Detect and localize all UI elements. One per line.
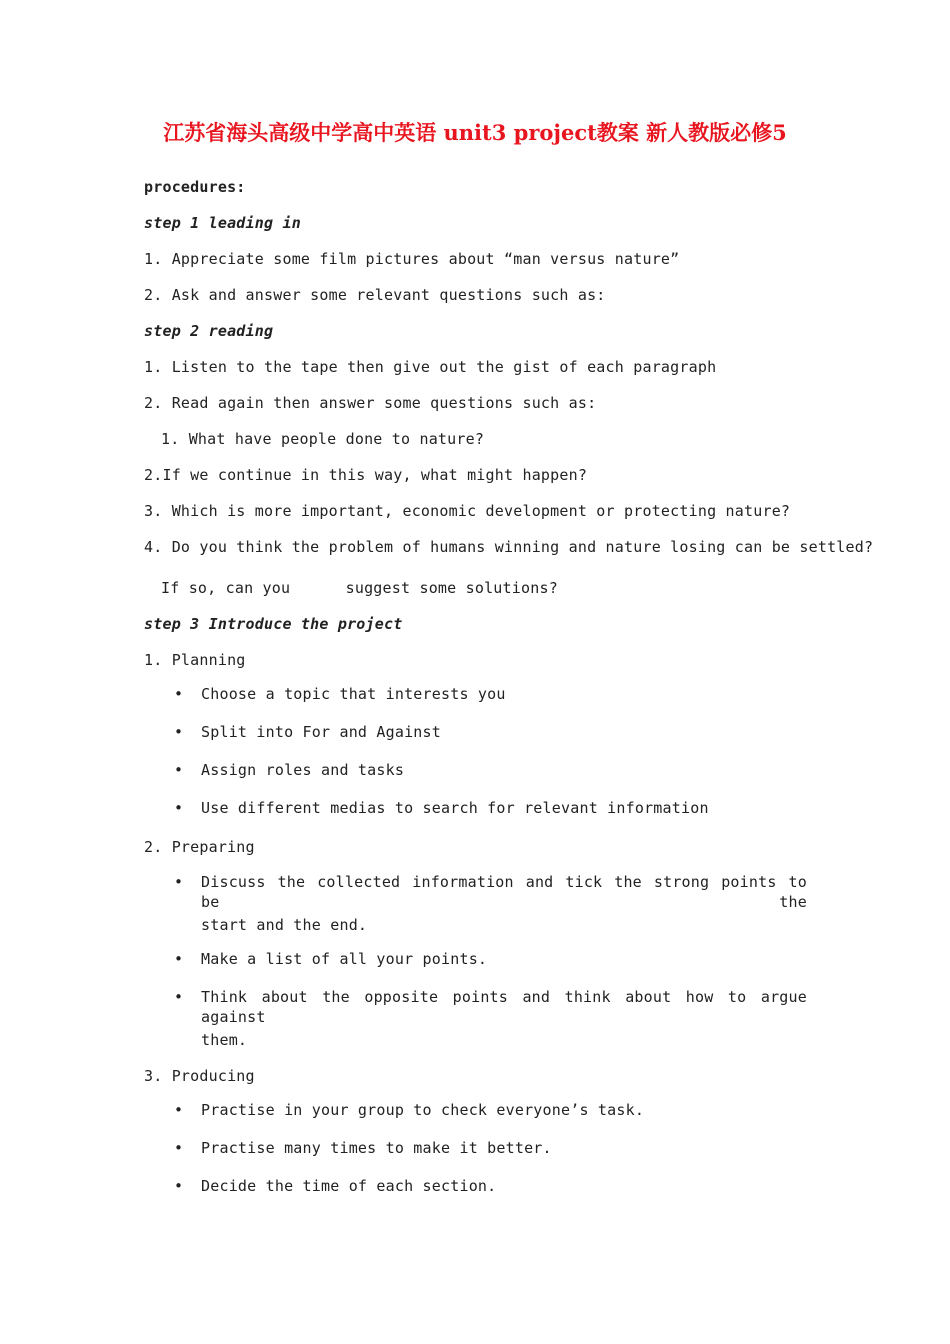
step2-question-4-continued: If so, can you suggest some solutions? (161, 579, 558, 597)
bullet-icon: • (174, 723, 184, 741)
step2-item-2: 2. Read again then answer some questions such as: (144, 394, 597, 412)
document-title: 江苏省海头高级中学高中英语 unit3 project教案 新人教版必修5 (163, 120, 787, 145)
planning-bullet-4: Use different medias to search for relevant information (201, 799, 709, 817)
preparing-bullet-1-line-1: Discuss the collected information and tick the strong points to be the (201, 873, 807, 911)
planning-label: 1. Planning (144, 651, 246, 669)
step1-item-1: 1. Appreciate some film pictures about “man versus nature” (144, 250, 680, 268)
bullet-icon: • (174, 799, 184, 817)
planning-bullet-1: Choose a topic that interests you (201, 685, 506, 703)
step1-item-2: 2. Ask and answer some relevant questions such as: (144, 286, 606, 304)
preparing-bullet-2: Make a list of all your points. (201, 950, 488, 968)
step2-heading: step 2 reading (144, 322, 274, 340)
bullet-icon: • (174, 873, 184, 891)
bullet-icon: • (174, 988, 184, 1006)
step2-question-1: 1. What have people done to nature? (161, 430, 485, 448)
producing-bullet-3: Decide the time of each section. (201, 1177, 497, 1195)
preparing-bullet-1-line-2: start and the end. (201, 916, 368, 934)
planning-bullet-3: Assign roles and tasks (201, 761, 405, 779)
step2-question-4: 4. Do you think the problem of humans winning and nature losing can be settled? (144, 538, 874, 556)
step3-heading: step 3 Introduce the project (144, 615, 403, 633)
preparing-bullet-3-line-2: them. (201, 1031, 248, 1049)
preparing-bullet-3-line-1: Think about the opposite points and think about how to argue against (201, 988, 807, 1026)
bullet-icon: • (174, 1177, 184, 1195)
step1-heading: step 1 leading in (144, 214, 301, 232)
bullet-icon: • (174, 685, 184, 703)
bullet-icon: • (174, 1101, 184, 1119)
producing-label: 3. Producing (144, 1067, 255, 1085)
planning-bullet-2: Split into For and Against (201, 723, 441, 741)
producing-bullet-2: Practise many times to make it better. (201, 1139, 552, 1157)
step2-item-1: 1. Listen to the tape then give out the gist of each paragraph (144, 358, 717, 376)
producing-bullet-1: Practise in your group to check everyone’s task. (201, 1101, 645, 1119)
preparing-label: 2. Preparing (144, 838, 255, 856)
procedures-label: procedures: (144, 178, 246, 196)
bullet-icon: • (174, 950, 184, 968)
step2-question-3: 3. Which is more important, economic development or protecting nature? (144, 502, 791, 520)
bullet-icon: • (174, 1139, 184, 1157)
step2-question-2: 2.If we continue in this way, what might happen? (144, 466, 588, 484)
bullet-icon: • (174, 761, 184, 779)
